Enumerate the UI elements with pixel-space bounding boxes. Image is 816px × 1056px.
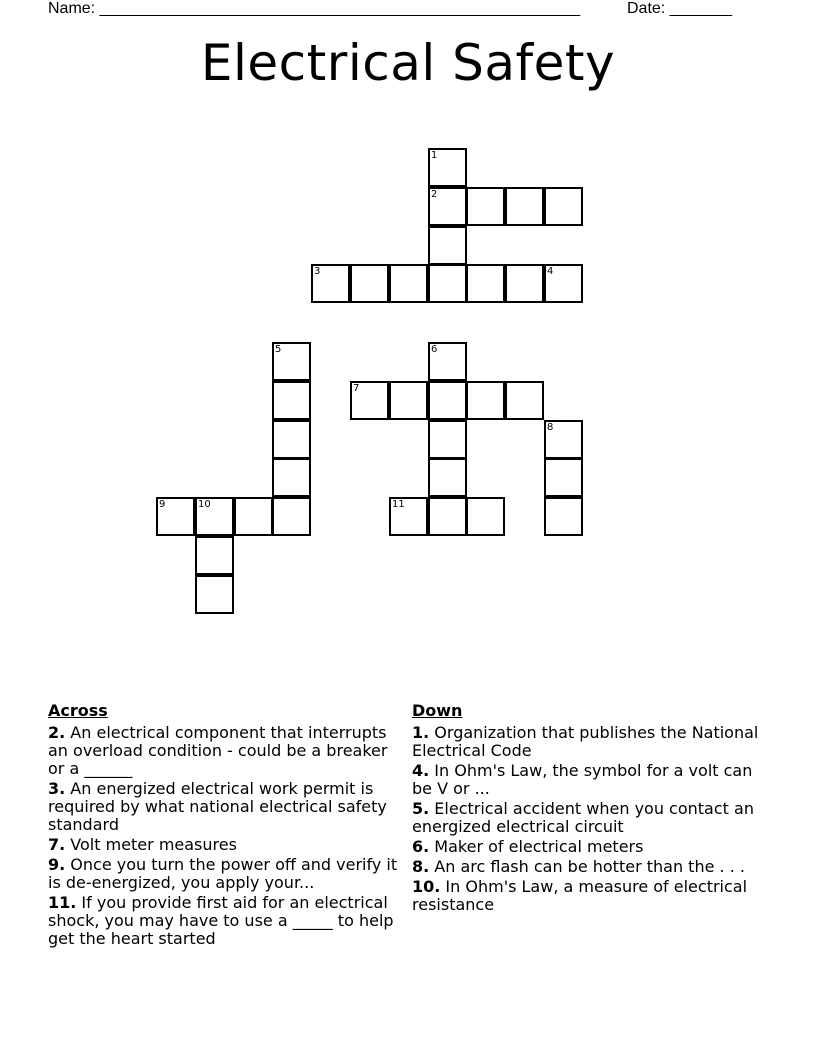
across-clue (48, 894, 408, 948)
down-clues (412, 702, 767, 916)
clue-number: 1. (412, 723, 430, 742)
across-clue (48, 780, 408, 834)
across-heading: Across (48, 701, 108, 720)
clue-number: 3. (48, 779, 66, 798)
cell-number: 9 (159, 499, 166, 510)
cell-number: 1 (431, 150, 438, 161)
crossword-cell[interactable] (466, 497, 505, 536)
crossword-cell[interactable] (466, 187, 505, 226)
crossword-cell[interactable] (156, 497, 195, 536)
crossword-cell[interactable] (272, 342, 311, 381)
cell-number: 8 (547, 422, 554, 433)
clue-number: 4. (412, 761, 430, 780)
date-field-label: Date: _______ (627, 0, 732, 17)
crossword-cell[interactable] (428, 342, 467, 381)
cell-number: 11 (392, 499, 405, 510)
crossword-cell[interactable] (195, 575, 234, 614)
clue-number: 8. (412, 857, 430, 876)
down-clue (412, 800, 767, 836)
name-field-label: Name: ______________________________________________________ (48, 0, 581, 17)
crossword-cell[interactable] (234, 497, 273, 536)
clue-text: In Ohm's Law, the symbol for a volt can be V or ... (412, 761, 753, 798)
crossword-cell[interactable] (272, 497, 311, 536)
crossword-cell[interactable] (505, 187, 544, 226)
crossword-cell[interactable] (428, 264, 467, 303)
crossword-cell[interactable] (428, 497, 467, 536)
clue-text: An electrical component that interrupts an overload condition - could be a breaker or a ______ (48, 723, 388, 778)
page-title: Electrical Safety (200, 34, 616, 92)
clue-number: 2. (48, 723, 66, 742)
cell-number: 3 (314, 266, 321, 277)
across-clue (48, 856, 408, 892)
crossword-cell[interactable] (389, 497, 428, 536)
clue-text: In Ohm's Law, a measure of electrical resistance (412, 877, 748, 914)
crossword-cell[interactable] (428, 458, 467, 497)
crossword-cell[interactable] (505, 381, 544, 420)
clue-number: 6. (412, 837, 430, 856)
down-clue (412, 858, 767, 876)
crossword-cell[interactable] (544, 187, 583, 226)
crossword-cell[interactable] (350, 264, 389, 303)
clue-number: 10. (412, 877, 441, 896)
cell-number: 7 (353, 383, 360, 394)
across-clue (48, 836, 408, 854)
clue-text: Organization that publishes the National Electrical Code (412, 723, 759, 760)
crossword-cell[interactable] (428, 381, 467, 420)
crossword-cell[interactable] (544, 420, 583, 459)
cell-number: 5 (275, 344, 282, 355)
crossword-cell[interactable] (311, 264, 350, 303)
clue-text: If you provide first aid for an electrical shock, you may have to use a _____ to help get the heart started (48, 893, 394, 948)
clue-number: 9. (48, 855, 66, 874)
crossword-cell[interactable] (466, 264, 505, 303)
across-clue-list (48, 724, 408, 948)
cell-number: 10 (198, 499, 211, 510)
crossword-cell[interactable] (195, 536, 234, 575)
clue-number: 7. (48, 835, 66, 854)
crossword-cell[interactable] (389, 264, 428, 303)
crossword-cell[interactable] (272, 458, 311, 497)
crossword-cell[interactable] (505, 264, 544, 303)
down-clue (412, 724, 767, 760)
across-clues (48, 702, 408, 950)
down-clue (412, 762, 767, 798)
clue-text: An energized electrical work permit is required by what national electrical safety standard (48, 779, 387, 834)
crossword-cell[interactable] (195, 497, 234, 536)
down-clue (412, 878, 767, 914)
down-heading: Down (412, 701, 463, 720)
clue-text: An arc flash can be hotter than the . . . (429, 857, 745, 876)
clue-text: Once you turn the power off and verify it is de-energized, you apply your... (48, 855, 398, 892)
clue-text: Electrical accident when you contact an energized electrical circuit (412, 799, 754, 836)
crossword-cell[interactable] (428, 148, 467, 187)
crossword-cell[interactable] (272, 381, 311, 420)
crossword-cell[interactable] (389, 381, 428, 420)
crossword-cell[interactable] (466, 381, 505, 420)
cell-number: 4 (547, 266, 554, 277)
down-clue (412, 838, 767, 856)
down-clue-list (412, 724, 767, 914)
cell-number: 6 (431, 344, 438, 355)
crossword-cell[interactable] (428, 420, 467, 459)
crossword-cell[interactable] (544, 264, 583, 303)
crossword-cell[interactable] (544, 497, 583, 536)
clue-text: Volt meter measures (65, 835, 237, 854)
crossword-cell[interactable] (272, 420, 311, 459)
crossword-cell[interactable] (428, 226, 467, 265)
cell-number: 2 (431, 189, 438, 200)
crossword-cell[interactable] (350, 381, 389, 420)
clue-text: Maker of electrical meters (429, 837, 644, 856)
across-clue (48, 724, 408, 778)
crossword-cell[interactable] (428, 187, 467, 226)
clue-number: 11. (48, 893, 77, 912)
clue-number: 5. (412, 799, 430, 818)
crossword-cell[interactable] (544, 458, 583, 497)
